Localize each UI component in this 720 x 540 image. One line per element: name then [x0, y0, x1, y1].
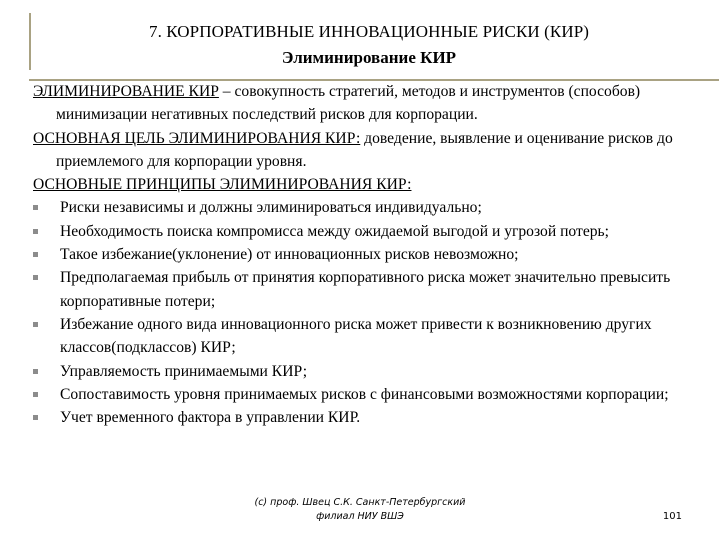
definition-text: – совокупность стратегий, методов и инструментов (способов) минимизации негативных последствий рисков для корпорации.	[56, 83, 641, 124]
goal-paragraph	[33, 127, 701, 174]
square-bullet-icon	[33, 415, 38, 420]
square-bullet-icon	[33, 369, 38, 374]
list-item-text: Учет временного фактора в управлении КИР.	[60, 409, 361, 427]
list-item	[33, 406, 701, 429]
principles-list	[33, 196, 701, 429]
square-bullet-icon	[33, 205, 38, 210]
footer-line-1: (с) проф. Швец С.К. Санкт-Петербургский	[254, 497, 466, 508]
list-item	[33, 383, 701, 406]
list-item	[33, 266, 701, 313]
slide-subtitle: Элиминирование КИР	[281, 48, 457, 67]
footer-line-2: филиал НИУ ВШЭ	[316, 511, 404, 522]
list-item-text: Избежание одного вида инновационного риска может привести к возникновению других классов(подклассов) КИР;	[60, 315, 652, 357]
square-bullet-icon	[33, 229, 38, 234]
principles-heading: ОСНОВНЫЕ ПРИНЦИПЫ ЭЛИМИНИРОВАНИЯ КИР:	[33, 176, 412, 194]
goal-text: доведение, выявление и оценивание рисков до приемлемого для корпорации уровня.	[56, 129, 673, 170]
list-item-text: Предполагаемая прибыль от принятия корпоративного риска может значительно превысить корпоративные потери;	[60, 269, 671, 310]
list-item-text: Такое избежание(уклонение) от инновационных рисков невозможно;	[60, 246, 519, 264]
page-number: 101	[662, 511, 682, 522]
list-item	[33, 196, 701, 219]
list-item-text: Риски независимы и должны элиминироваться индивидуально;	[60, 199, 482, 217]
square-bullet-icon	[33, 252, 38, 257]
square-bullet-icon	[33, 392, 38, 397]
list-item-text: Сопоставимость уровня принимаемых рисков с финансовыми возможностями корпорации;	[60, 385, 669, 403]
list-item	[33, 243, 701, 266]
square-bullet-icon	[33, 322, 38, 327]
list-item	[33, 313, 701, 360]
square-bullet-icon	[33, 275, 38, 280]
goal-term: ОСНОВНАЯ ЦЕЛЬ ЭЛИМИНИРОВАНИЯ КИР:	[33, 129, 361, 147]
list-item	[33, 360, 701, 383]
slide-title: 7. КОРПОРАТИВНЫЕ ИННОВАЦИОННЫЕ РИСКИ (КИР)	[148, 22, 590, 41]
slide-content	[33, 80, 701, 429]
principles-heading-paragraph	[33, 173, 701, 196]
title-box	[29, 13, 709, 68]
footer-copyright	[240, 496, 480, 524]
list-item	[33, 220, 701, 243]
definition-paragraph	[33, 80, 701, 127]
list-item-text: Необходимость поиска компромисса между ожидаемой выгодой и угрозой потерь;	[60, 222, 610, 240]
list-item-text: Управляемость принимаемыми КИР;	[60, 362, 308, 380]
definition-term: ЭЛИМИНИРОВАНИЕ КИР	[33, 83, 219, 100]
